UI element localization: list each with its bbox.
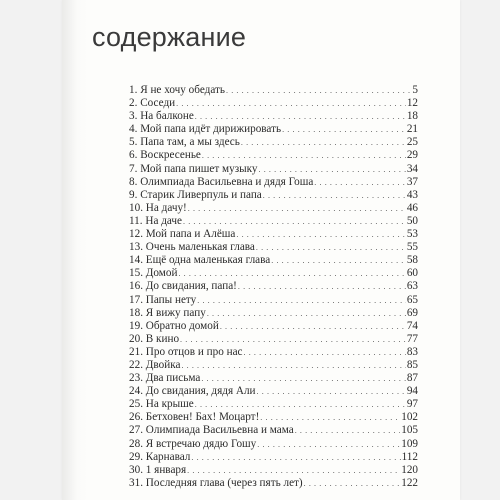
toc-entry-page-number: 120 (401, 463, 418, 476)
toc-entry-page-number: 34 (406, 162, 418, 175)
toc-entry-page-number: 58 (406, 254, 418, 267)
toc-entry (129, 438, 418, 451)
toc-entry (129, 294, 418, 307)
toc-entry-title: 14. Ещё одна маленькая глава (129, 254, 271, 267)
toc-entry (129, 451, 418, 464)
toc-entry-title: 8. Олимпиада Васильевна и дядя Гоша (129, 175, 314, 188)
toc-entry (129, 202, 418, 215)
toc-entry-title: 30. 1 января (129, 463, 187, 476)
toc-entry-title: 22. Двойка (129, 358, 181, 371)
toc-entry (129, 307, 418, 320)
toc-entry-page-number: 53 (406, 228, 418, 241)
toc-entry (129, 84, 418, 97)
toc-entry-title: 2. Соседи (129, 97, 176, 110)
toc-entry (129, 359, 418, 372)
toc-entry-title: 9. Старик Ливерпуль и папа (129, 188, 262, 201)
toc-dot-leader (226, 84, 411, 97)
toc-dot-leader (202, 149, 406, 162)
toc-dot-leader (220, 320, 406, 333)
toc-dot-leader (197, 294, 406, 307)
book-page (62, 0, 460, 500)
toc-entry (129, 241, 418, 254)
toc-dot-leader (257, 385, 406, 398)
toc-entry-page-number: 105 (401, 424, 418, 437)
toc-entry-page-number: 112 (401, 450, 418, 463)
toc-dot-leader (260, 411, 400, 424)
toc-entry-title: 20. В кино (129, 332, 180, 345)
toc-dot-leader (263, 189, 406, 202)
toc-entry (129, 136, 418, 149)
toc-dot-leader (244, 346, 406, 359)
toc-entry-title: 15. Домой (129, 267, 178, 280)
toc-entry (129, 411, 418, 424)
toc-dot-leader (188, 202, 406, 215)
toc-entry-page-number: 94 (406, 385, 418, 398)
toc-entry-page-number: 60 (406, 267, 418, 280)
toc-dot-leader (195, 110, 406, 123)
toc-dot-leader (257, 438, 400, 451)
toc-entry-title: 7. Мой папа пишет музыку (129, 162, 258, 175)
toc-entry-title: 6. Воскресенье (129, 149, 201, 162)
toc-entry-title: 28. Я встречаю дядю Гошу (129, 437, 257, 450)
toc-entry (129, 477, 418, 490)
toc-dot-leader (259, 163, 406, 176)
toc-entry (129, 176, 418, 189)
toc-entry-page-number: 46 (406, 201, 418, 214)
toc-entry-title: 26. Бетховен! Бах! Моцарт! (129, 411, 260, 424)
toc-dot-leader (207, 307, 406, 320)
toc-entry-page-number: 77 (406, 332, 418, 345)
page-title: содержание (92, 22, 247, 52)
toc-entry (129, 123, 418, 136)
toc-entry-page-number: 25 (406, 136, 418, 149)
toc-entry-title: 5. Папа там, а мы здесь (129, 136, 240, 149)
toc-entry (129, 385, 418, 398)
toc-entry-page-number: 83 (406, 345, 418, 358)
toc-entry-page-number: 97 (406, 398, 418, 411)
toc-entry-title: 12. Мой папа и Алёша (129, 228, 236, 241)
toc-entry (129, 346, 418, 359)
toc-entry-page-number: 65 (406, 293, 418, 306)
toc-dot-leader (181, 359, 405, 372)
toc-entry-page-number: 85 (406, 358, 418, 371)
toc-dot-leader (256, 241, 406, 254)
toc-dot-leader (304, 477, 401, 490)
toc-dot-leader (295, 424, 401, 437)
toc-entry-page-number: 55 (406, 241, 418, 254)
toc-entry-page-number: 63 (406, 280, 418, 293)
toc-dot-leader (176, 97, 406, 110)
toc-entry-title: 25. На крыше (129, 398, 194, 411)
toc-entry (129, 163, 418, 176)
toc-dot-leader (183, 215, 406, 228)
toc-entry-title: 16. До свидания, папа! (129, 280, 237, 293)
toc-entry (129, 398, 418, 411)
toc-dot-leader (238, 280, 406, 293)
toc-entry-page-number: 18 (406, 110, 418, 123)
toc-entry (129, 464, 418, 477)
toc-dot-leader (178, 267, 405, 280)
toc-entry (129, 228, 418, 241)
toc-dot-leader (241, 136, 406, 149)
toc-entry-page-number: 102 (401, 411, 418, 424)
toc-entry-title: 10. На дачу! (129, 201, 187, 214)
table-of-contents (129, 84, 418, 490)
toc-entry (129, 320, 418, 333)
toc-entry-title: 3. На балконе (129, 110, 194, 123)
toc-dot-leader (314, 176, 406, 189)
spine-shadow (62, 0, 88, 500)
toc-entry-title: 1. Я не хочу обедать (129, 84, 225, 96)
toc-dot-leader (180, 333, 406, 346)
toc-entry (129, 215, 418, 228)
toc-entry-page-number: 5 (412, 84, 418, 96)
toc-dot-leader (236, 228, 405, 241)
toc-entry (129, 97, 418, 110)
toc-entry-title: 24. До свидания, дядя Али (129, 385, 256, 398)
toc-entry-title: 31. Последняя глава (через пять лет) (129, 476, 303, 489)
toc-entry (129, 280, 418, 293)
toc-entry-title: 23. Два письма (129, 372, 201, 385)
toc-entry-title: 11. На даче (129, 214, 183, 227)
toc-entry (129, 149, 418, 162)
toc-entry-page-number: 29 (406, 149, 418, 162)
toc-entry-page-number: 37 (406, 175, 418, 188)
toc-entry (129, 110, 418, 123)
toc-entry-page-number: 87 (406, 372, 418, 385)
toc-entry-page-number: 50 (406, 214, 418, 227)
toc-entry-page-number: 43 (406, 188, 418, 201)
toc-entry-title: 13. Очень маленькая глава (129, 241, 255, 254)
toc-entry-title: 21. Про отцов и про нас (129, 345, 243, 358)
toc-entry (129, 254, 418, 267)
toc-entry-title: 29. Карнавал (129, 450, 191, 463)
toc-entry-title: 4. Мой папа идёт дирижировать (129, 123, 282, 136)
toc-entry-title: 27. Олимпиада Васильевна и мама (129, 424, 294, 437)
toc-entry-page-number: 74 (406, 319, 418, 332)
toc-entry-title: 19. Обратно домой (129, 319, 219, 332)
toc-dot-leader (191, 451, 400, 464)
toc-dot-leader (187, 464, 400, 477)
toc-entry-page-number: 109 (401, 437, 418, 450)
toc-entry-title: 17. Папы нету (129, 293, 197, 306)
toc-entry (129, 424, 418, 437)
toc-entry-page-number: 12 (406, 97, 418, 110)
toc-entry (129, 267, 418, 280)
toc-dot-leader (271, 254, 406, 267)
toc-dot-leader (282, 123, 406, 136)
toc-entry (129, 333, 418, 346)
toc-entry (129, 189, 418, 202)
toc-entry-page-number: 122 (401, 476, 418, 489)
toc-entry-title: 18. Я вижу папу (129, 306, 206, 319)
toc-dot-leader (201, 372, 405, 385)
toc-entry-page-number: 69 (406, 306, 418, 319)
toc-entry-page-number: 21 (406, 123, 418, 136)
toc-dot-leader (195, 398, 406, 411)
toc-entry (129, 372, 418, 385)
